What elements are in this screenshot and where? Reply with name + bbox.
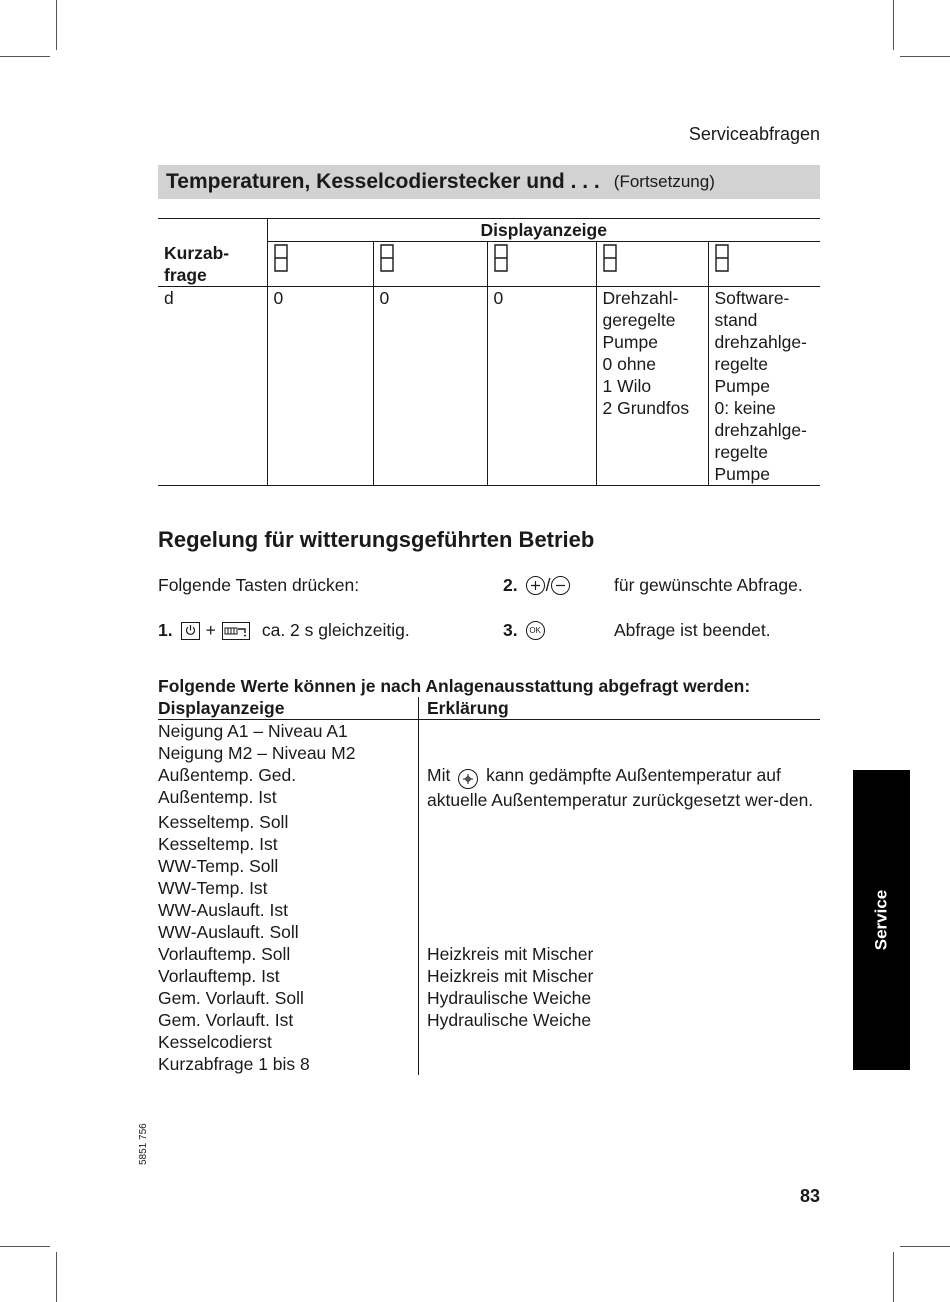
page-title: Temperaturen, Kesselcodierstecker und . . . (166, 170, 600, 193)
step-number: 1. (158, 620, 173, 640)
table-row (158, 287, 820, 486)
crop-mark (56, 1252, 57, 1302)
display-table (158, 218, 820, 486)
table-row: WW-Auslauft. Ist (158, 899, 820, 921)
power-button-icon (181, 622, 200, 640)
title-continuation: (Fortsetzung) (613, 172, 715, 191)
table-row: Vorlauftemp. Ist Heizkreis mit Mischer (158, 965, 820, 987)
seven-segment-icon (603, 244, 617, 272)
page-number: 83 (799, 1186, 820, 1206)
table-cell: Drehzahl- geregelte Pumpe 0 ohne 1 Wilo 2 Grundfos (596, 287, 708, 486)
plus-sign: + (205, 620, 216, 640)
kurzabfrage-header: Kurzab- frage (158, 242, 267, 287)
table-row: Gem. Vorlauft. Ist Hydraulische Weiche (158, 1009, 820, 1031)
display-header: Displayanzeige (267, 219, 820, 242)
table-row: Kesselcodierst (158, 1031, 820, 1053)
table-row: Kesseltemp. Ist (158, 833, 820, 855)
table-row: Vorlauftemp. Soll Heizkreis mit Mischer (158, 943, 820, 965)
table-row: Gem. Vorlauft. Soll Hydraulische Weiche (158, 987, 820, 1009)
table-row: WW-Temp. Soll (158, 855, 820, 877)
step-3 (503, 620, 545, 641)
step-2 (503, 575, 570, 596)
seven-segment-icon (380, 244, 394, 272)
damped-temp-reset-icon (458, 769, 478, 789)
table-row: Außentemp. Ged. Außentemp. Ist Mit kann gedämpfte Außentemperatur auf aktuelle Außentemperatur zurückgesetzt wer-den. (158, 764, 820, 811)
slash: / (545, 575, 551, 595)
crop-mark (893, 1252, 894, 1302)
crop-mark (900, 56, 950, 57)
table-row: Kesseltemp. Soll (158, 811, 820, 833)
minus-button-icon (551, 576, 570, 595)
step-2-text: für gewünschte Abfrage. (614, 575, 803, 595)
table-cell: d (158, 287, 267, 486)
table-row: Neigung A1 – Niveau A1 (158, 720, 820, 743)
col-header-display: Displayanzeige (158, 697, 419, 720)
seven-segment-icon (715, 244, 729, 272)
side-tab-service (853, 770, 910, 1070)
crop-mark (900, 1246, 950, 1247)
values-table (158, 697, 820, 1075)
instruction-intro: Folgende Tasten drücken: (158, 575, 360, 595)
col-header-explanation: Erklärung (419, 697, 821, 720)
crop-mark (893, 0, 894, 50)
table-cell: Software- stand drehzahlge- regelte Pumpe 0: keine drehzahlge- regelte Pumpe (708, 287, 820, 486)
step-3-text: Abfrage ist beendet. (614, 620, 771, 640)
crop-mark (0, 56, 50, 57)
section-header: Serviceabfragen (688, 124, 820, 144)
table-cell: 0 (267, 287, 373, 486)
step-number: 3. (503, 620, 518, 640)
document-number: 5851 756 (138, 1123, 149, 1165)
section-heading: Regelung für witterungsgeführten Betrieb (158, 527, 595, 552)
seven-segment-icon (494, 244, 508, 272)
plus-button-icon (526, 576, 545, 595)
ok-button-icon: OK (526, 621, 545, 640)
table-row: WW-Auslauft. Soll (158, 921, 820, 943)
table-row: Kurzabfrage 1 bis 8 (158, 1053, 820, 1075)
table-row: Neigung M2 – Niveau M2 (158, 742, 820, 764)
step-number: 2. (503, 575, 518, 595)
step-1 (158, 620, 410, 641)
title-bar (158, 165, 820, 199)
step-text: ca. 2 s gleichzeitig. (261, 620, 410, 640)
table-row: WW-Temp. Ist (158, 877, 820, 899)
table-cell: 0 (373, 287, 487, 486)
values-intro: Folgende Werte können je nach Anlagenausstattung abgefragt werden: (158, 676, 751, 696)
crop-mark (0, 1246, 50, 1247)
seven-segment-icon (274, 244, 288, 272)
side-tab-label: Service (871, 889, 891, 951)
heating-water-button-icon (222, 622, 250, 640)
crop-mark (56, 0, 57, 50)
table-cell: 0 (487, 287, 596, 486)
